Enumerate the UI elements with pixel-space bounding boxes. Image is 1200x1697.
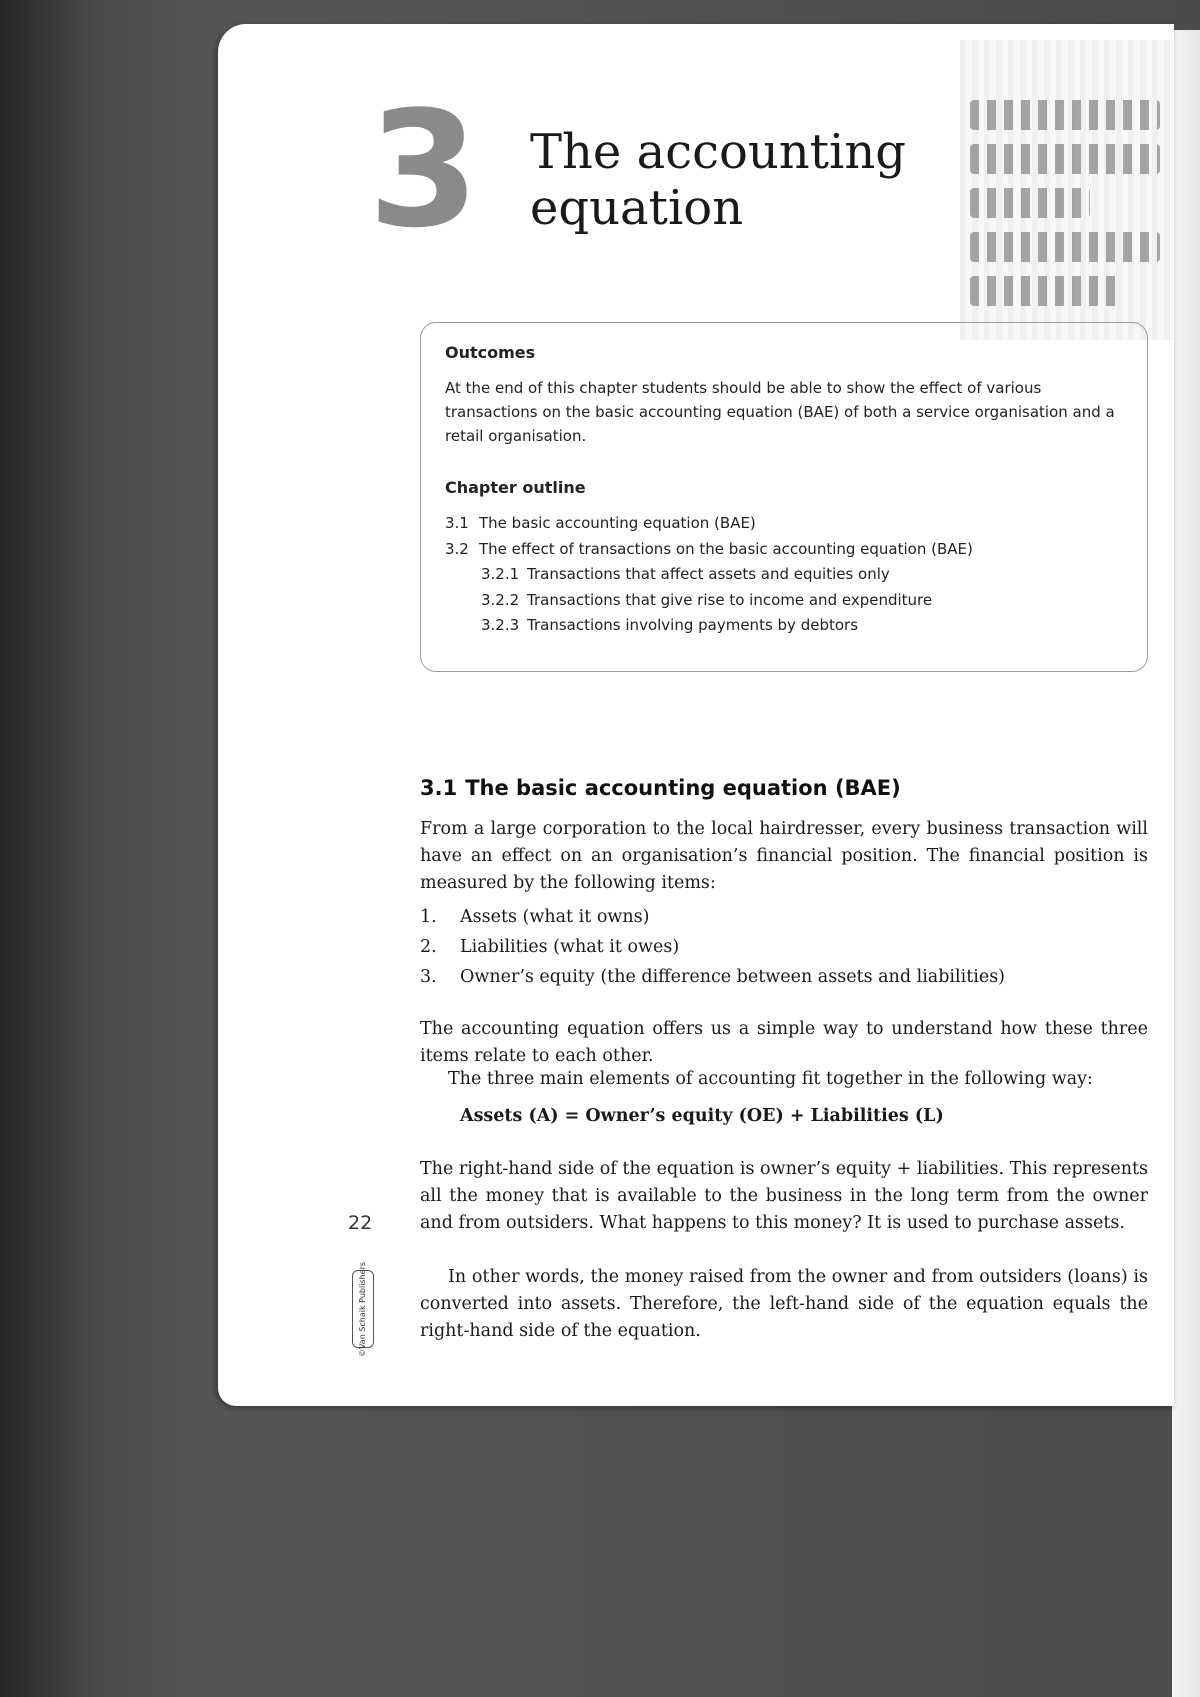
- abacus-decoration: [960, 40, 1174, 340]
- outline-item-number: 3.2: [445, 539, 469, 558]
- chapter-title-line: equation: [530, 180, 744, 236]
- outcomes-heading: Outcomes: [445, 343, 536, 362]
- publisher-logo: [352, 1261, 374, 1357]
- outline-subitem: [445, 562, 1123, 588]
- outline-item-text: Transactions that give rise to income and expenditure: [527, 590, 933, 609]
- list-item: [420, 932, 1148, 962]
- paragraph: From a large corporation to the local hairdresser, every business transaction will have an effect on an organisation’s financial position. The financial position is measured by the following items:: [420, 819, 1148, 893]
- outline-item-text: Transactions involving payments by debtors: [527, 616, 859, 634]
- list-item: [420, 962, 1148, 992]
- chapter-number: 3: [368, 76, 480, 263]
- outcomes-box: [420, 322, 1148, 672]
- paragraph: In other words, the money raised from the owner and from outsiders (loans) is converted into assets. Therefore, the left-hand side of the equation equals the right-hand side of the equation.: [420, 1267, 1148, 1341]
- abacus-row: [970, 232, 1160, 262]
- outline-item-text: Transactions that affect assets and equities only: [527, 565, 890, 583]
- outline-item-text: The effect of transactions on the basic accounting equation (BAE): [479, 539, 973, 558]
- abacus-row: [970, 276, 1120, 306]
- paragraph: The accounting equation offers us a simple way to understand how these three items relate to each other.: [420, 1019, 1148, 1066]
- outline-item: [445, 537, 1123, 563]
- outline-subitem: [445, 613, 1123, 639]
- outline-item-number: 3.2.3: [481, 616, 520, 634]
- section-heading: [420, 776, 901, 800]
- numbered-list: [420, 902, 1148, 992]
- list-item-number: 2.: [420, 937, 437, 957]
- outcomes-text: At the end of this chapter students should be able to show the effect of various transactions on the basic accounting equation (BAE) of both a service organisation and a retail organisation.: [445, 379, 1115, 445]
- chapter-outline-heading: Chapter outline: [445, 478, 586, 497]
- section-number: 3.1: [420, 776, 458, 800]
- list-item-text: Owner’s equity (the difference between assets and liabilities): [460, 967, 1006, 987]
- chapter-title-line: The accounting: [530, 124, 906, 180]
- chapter-outline-list: [445, 511, 1123, 639]
- abacus-row: [970, 144, 1160, 174]
- book-page: [218, 24, 1174, 1406]
- outline-item: [445, 511, 1123, 537]
- list-item-number: 1.: [420, 907, 437, 927]
- paragraph: The right-hand side of the equation is owner’s equity + liabilities. This represents all the money that is available to the business in the long term from the owner and from outsiders. What happens to this money? It is used to purchase assets.: [420, 1159, 1148, 1233]
- facing-page-edge: [1172, 30, 1200, 1697]
- paragraph: The three main elements of accounting fit together in the following way:: [448, 1069, 1093, 1089]
- section-title: The basic accounting equation (BAE): [465, 776, 901, 800]
- list-item-number: 3.: [420, 967, 437, 987]
- outline-item-number: 3.2.1: [481, 565, 520, 583]
- list-item-text: Liabilities (what it owes): [460, 937, 680, 957]
- accounting-equation: Assets (A) = Owner’s equity (OE) + Liabilities (L): [460, 1106, 944, 1126]
- page-number: 22: [348, 1212, 373, 1234]
- abacus-row: [970, 100, 1160, 130]
- list-item: [420, 902, 1148, 932]
- outline-item-text: The basic accounting equation (BAE): [479, 514, 756, 532]
- list-item-text: Assets (what it owns): [460, 907, 650, 927]
- outline-item-number: 3.2.2: [481, 590, 520, 609]
- chapter-title: [530, 124, 930, 236]
- publisher-name: ©Van Schaik Publishers: [358, 1261, 368, 1357]
- abacus-row: [970, 188, 1090, 218]
- outline-item-number: 3.1: [445, 514, 469, 532]
- outline-subitem: [445, 588, 1123, 614]
